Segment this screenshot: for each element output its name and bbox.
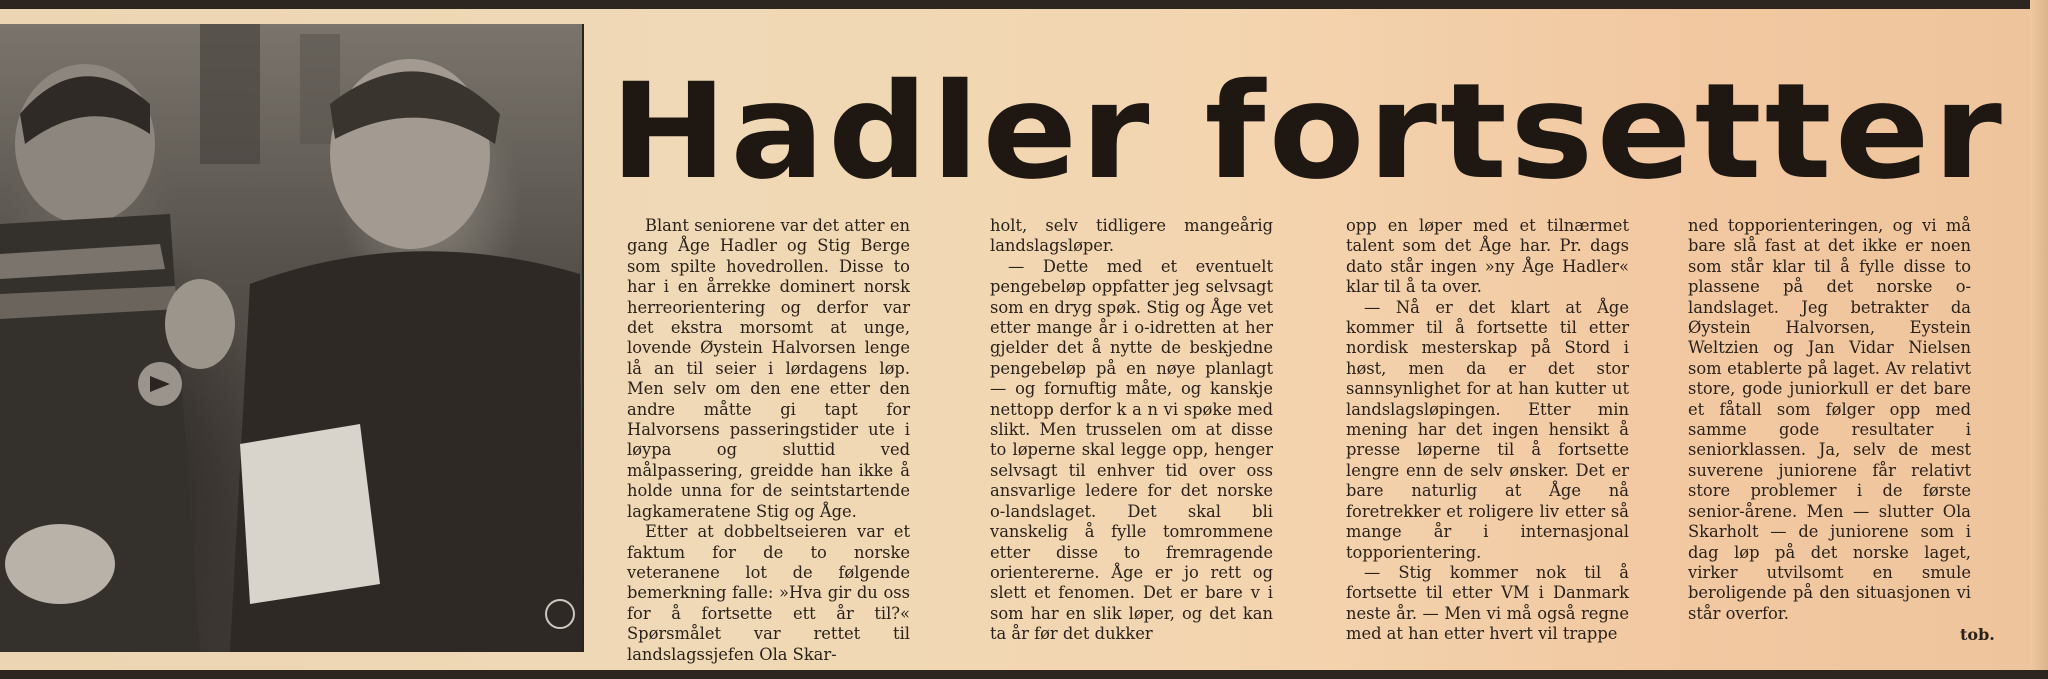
article-column-3	[1346, 216, 1629, 645]
article-column-1	[627, 216, 910, 665]
article-column-2	[990, 216, 1273, 645]
article-headline: Hadler fortsetter	[610, 55, 2006, 209]
right-edge	[2030, 0, 2048, 679]
paragraph: opp en løper med et tilnærmet talent som det Åge har. Pr. dags dato står ingen »ny Åge Hadler« klar til å ta over.	[1346, 216, 1629, 297]
paragraph: Etter at dobbeltseieren var et faktum for de to norske veteranene lot de følgende bemerkning falle: »Hva gir du oss for å fortsette ett år til?« Spørsmålet var rettet til landslagssjefen Ola Skar-	[627, 522, 910, 664]
top-edge	[0, 0, 2048, 9]
photo-illustration	[0, 24, 582, 652]
article-column-4	[1688, 216, 1971, 624]
paragraph: holt, selv tidligere mangeårig landslagsløper.	[990, 216, 1273, 256]
bottom-edge	[0, 670, 2048, 679]
paragraph: — Stig kommer nok til å fortsette til etter VM i Danmark neste år. — Men vi må også regne med at han etter hvert vil trappe	[1346, 562, 1629, 644]
paragraph: — Dette med et eventuelt pengebeløp oppfatter jeg selvsagt som en dryg spøk. Stig og Åge vet etter mange år i o-idretten at her gjelder det å nytte de beskjedne pengebeløp på en nøye planlagt — og fornuftig måte, og kanskje nettopp derfor k a n vi spøke med slikt. Men trusselen om at disse to løperne skal legge opp, henger selvsagt til enhver tid over oss ansvarlige ledere for det norske o-landslaget. Det skal bli vanskelig å fylle tomrommene etter disse to fremragende orientererne. Åge er jo rett og slett et fenomen. Det er bare v i som har en slik løper, og det kan ta år før det dukker	[990, 256, 1273, 644]
paragraph: ned topporienteringen, og vi må bare slå fast at det ikke er noen som står klar til å fylle disse to plassene på det norske o-landslaget. Jeg betrakter da Øystein Halvorsen, Eystein Weltzien og Jan Vidar Nielsen som etablerte på laget. Av relativt store, gode juniorkull er det bare et fåtall som følger opp med samme gode resultater i seniorklassen. Ja, selv de mest suverene juniorene får relativt store problemer i de første senior-årene. Men — slutter Ola Skarholt — de juniorene som i dag løp på det norske laget, virker utvilsomt en smule beroligende på den situasjonen vi står overfor.	[1688, 216, 1971, 623]
paragraph: — Nå er det klart at Åge kommer til å fortsette til etter nordisk mesterskap på Stord i høst, men da er det stor sannsynlighet for at han kutter ut landslagsløpingen. Etter min mening har det ingen hensikt å presse løperne til å fortsette lengre enn de selv ønsker. Det er bare naturlig at Åge nå foretrekker et roligere liv etter så mange år i internasjonal topporientering.	[1346, 297, 1629, 562]
byline: tob.	[1960, 625, 1995, 644]
paragraph: Blant seniorene var det atter en gang Åge Hadler og Stig Berge som spilte hovedrollen. Disse to har i en årrekke dominert norsk herreorientering og derfor var det ekstra morsomt at unge, lovende Øystein Halvorsen lenge lå an til seier i lørdagens løp. Men selv om den ene etter den andre måtte gi tapt for Halvorsens passeringstider ute i løypa og sluttid ved målpassering, greidde han ikke å holde unna for de seintstartende lagkameratene Stig og Åge.	[627, 216, 910, 521]
article-photo	[0, 24, 584, 652]
